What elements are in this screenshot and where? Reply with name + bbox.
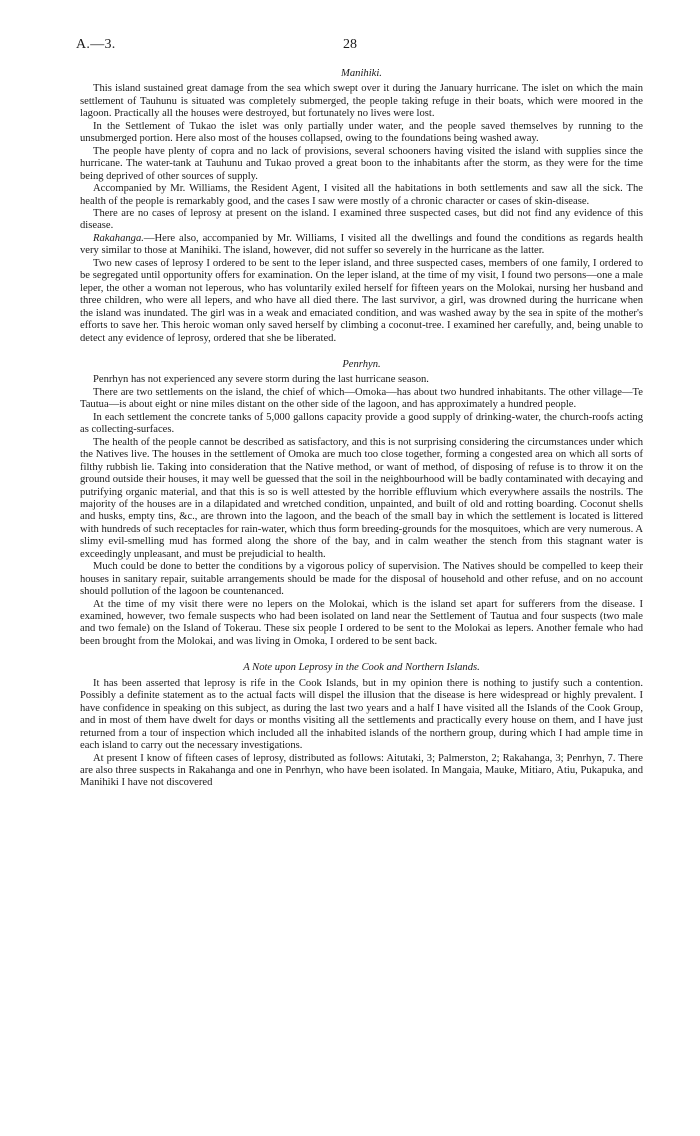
section-heading-penrhyn: Penrhyn. [342, 358, 381, 370]
paragraph: In each settlement the concrete tanks of 5,000 gallons capacity provide a good supply of drinking-water, the church-roofs acting as collecting-surfaces. [80, 411, 643, 436]
paragraph: It has been asserted that leprosy is rife in the Cook Islands, but in my opinion there is nothing to justify such a contention. Possibly a definite statement as to the actual facts will dispel the illusion that the disease is here widespread or highly prevalent. I have confidence in speaking on this subject, as during the last two years and a half I have visited all the Islands of the Cook Group, and in most of them have dwelt for days or months visiting all the settlements and practically every house on them, and I have just returned from a tour of inspection which included all the inhabited islands of the northern group, during which I had ample time in each island to carry out the necessary investigations. [80, 677, 643, 752]
paragraph: Much could be done to better the conditions by a vigorous policy of supervision. The Natives should be compelled to keep their houses in sanitary repair, suitable arrangements should be made for the disposal of household and other refuse, and on no account should pollution of the lagoon be countenanced. [80, 561, 643, 598]
paragraph: There are two settlements on the island, the chief of which—Omoka—has about two hundred inhabitants. The other village—Te Tautua—is about eight or nine miles distant on the other side of the lagoon, and has approximately a hundred people. [80, 386, 643, 411]
document-reference: A.—3. [76, 37, 116, 52]
paragraph: There are no cases of leprosy at present on the island. I examined three suspected cases, but did not find any evidence of this disease. [80, 207, 643, 232]
paragraph-text: —Here also, accompanied by Mr. Williams, I visited all the dwellings and found the conditions as regards health very similar to those at Manihiki. The island, however, did not suffer so severely in the hurricane as the latter. [80, 232, 643, 257]
paragraph: The people have plenty of copra and no lack of provisions, several schooners having visited the island with supplies since the hurricane. The water-tank at Tauhunu and Tukao proved a great boon to the inhabitants after the storm, as they were for the time being deprived of other sources of supply. [80, 145, 643, 182]
paragraph: At present I know of fifteen cases of leprosy, distributed as follows: Aitutaki, 3; Palmerston, 2; Rakahanga, 3; Penrhyn, 7. There are also three suspects in Rakahanga and one in Penrhyn, who have been isolated. In Mangaia, Mauke, Mitiaro, Atiu, Pukapuka, and Manihiki I have not discovered [80, 752, 643, 789]
section-heading-manihiki: Manihiki. [341, 68, 382, 79]
paragraph: Penrhyn has not experienced any severe storm during the last hurricane season. [93, 374, 429, 386]
paragraph-lead-rakahanga: Rakahanga. [93, 232, 144, 244]
page-number: 28 [343, 37, 357, 52]
paragraph: Two new cases of leprosy I ordered to be sent to the leper island, and three suspected cases, members of one family, I ordered to be segregated until opportunity offers for examination. On the leper island, at the time of my visit, I found two persons—one a male leper, the other a woman not leperous, who has voluntarily exiled herself for fifteen years on the Molokai, nursing her husband and three children, who were all lepers, and who have all died there. The last survivor, a girl, was drowned during the hurricane when the island was inundated. The girl was in a weak and emaciated condition, and was washed away by the sea in spite of the mother's efforts to save her. This heroic woman only saved herself by climbing a coconut-tree. I examined her carefully, and, being unable to detect any evidence of leprosy, ordered that she be liberated. [80, 257, 643, 344]
section-heading-leprosy-note: A Note upon Leprosy in the Cook and Northern Islands. [243, 662, 480, 674]
paragraph: Accompanied by Mr. Williams, the Resident Agent, I visited all the habitations in both settlements and saw all the sick. The health of the people is remarkably good, and the cases I saw were mostly of a chronic character or cases of skin-disease. [80, 183, 643, 207]
paragraph-rakahanga [80, 233, 643, 258]
paragraph: In the Settlement of Tukao the islet was only partially under water, and the people saved themselves by running to the unsubmerged portion. Here also most of the houses collapsed, owing to the foundations being washed away. [80, 120, 643, 145]
paragraph: This island sustained great damage from the sea which swept over it during the January hurricane. The islet on which the main settlement of Tauhunu is situated was completely submerged, the people taking refuge in their boats, which were moored in the lagoon. Practically all the houses were destroyed, but fortunately no lives were lost. [80, 83, 643, 120]
paragraph: At the time of my visit there were no lepers on the Molokai, which is the island set apart for sufferers from the disease. I examined, however, two female suspects who had been isolated on land near the Settlement of Tautua and four suspects (two male and two female) on the Island of Tokerau. These six people I ordered to be sent to the Molokai as lepers. Another female who had been brought from the Molokai, and was living in Omoka, I ordered to be sent back. [80, 598, 643, 647]
document-body [80, 68, 643, 790]
paragraph: The health of the people cannot be described as satisfactory, and this is not surprising considering the circumstances under which the Natives live. The houses in the settlement of Omoka are much too close together, forming a congested area on which all sorts of filthy rubbish lie. Taking into consideration that the Native method, or want of method, of disposing of refuse is to throw it on the ground outside their houses, it may well be guessed that the soil in the neighbourhood will be badly contaminated with decaying and putrifying organic material, and that this is so is well attested by the horrible effluvium which everywhere assails the nostrils. The majority of the houses are in a dilapidated and wretched condition, unpainted, and built of old and rotting boarding. Coconut shells and husks, empty tins, &c., are thrown into the lagoon, and the beach of the small bay in which the settlement is located is littered with hundreds of such receptacles for rain-water, which thus form breeding-grounds for the mosquitoes, which are very numerous. A slimy evil-smelling mud has formed along the shore of the bay, and in calm weather the stench from this stagnant water is exceedingly unpleasant, and must be prejudicial to health. [80, 436, 643, 560]
